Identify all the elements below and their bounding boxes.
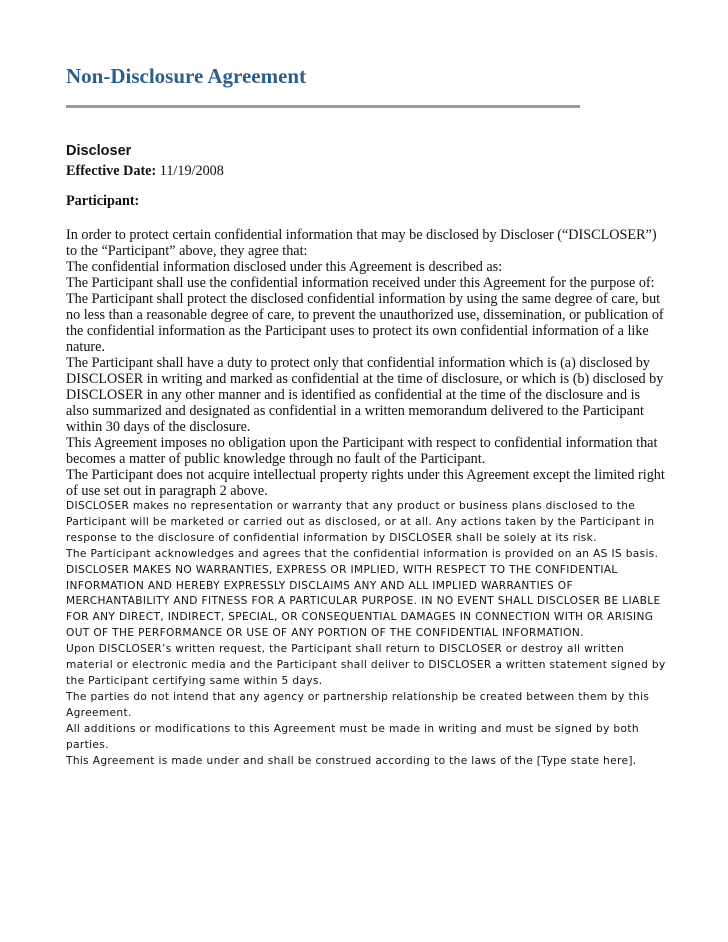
clause-paragraph: The Participant shall have a duty to protect only that confidential information which is (a) disclosed by DISCLOSER in writing and marked as confidential at the time of disclosure, or which is (b) disclosed by DISCLOSER in any other manner and is identified as confidential at the time of the disclosure and is also summarized and designated as confidential in a written memorandum delivered to the Participant within 30 days of the disclosure. — [66, 355, 664, 435]
serif-clauses — [66, 227, 666, 499]
clause-paragraph: Upon DISCLOSER’s written request, the Participant shall return to DISCLOSER or destroy all written material or electronic media and the Participant shall deliver to DISCLOSER a written statement signed by the Participant certifying same within 5 days. — [66, 643, 666, 687]
clause-paragraph: The Participant acknowledges and agrees that the confidential information is provided on an AS IS basis. — [66, 547, 659, 560]
clause-paragraph: In order to protect certain confidential information that may be disclosed by Discloser (“DISCLOSER”) to the “Participant” above, they agree that: — [66, 227, 657, 259]
clause-paragraph: The parties do not intend that any agency or partnership relationship be created between them by this Agreement. — [66, 690, 650, 719]
document-page — [66, 62, 666, 769]
effective-date-line — [66, 163, 666, 179]
clause-paragraph: The confidential information disclosed under this Agreement is described as: — [66, 259, 503, 275]
clause-paragraph: This Agreement is made under and shall be construed according to the laws of the [Type state here]. — [66, 754, 637, 767]
participant-label: Participant: — [66, 193, 140, 209]
effective-date-label: Effective Date: — [66, 163, 157, 179]
title-divider — [66, 105, 580, 108]
clause-paragraph: DISCLOSER MAKES NO WARRANTIES, EXPRESS OR IMPLIED, WITH RESPECT TO THE CONFIDENTIAL INFORMATION AND HEREBY EXPRESSLY DISCLAIMS ANY AND ALL IMPLIED WARRANTIES OF MERCHANTABILITY AND FITNESS FOR A PARTICULAR PURPOSE. IN NO EVENT SHALL DISCLOSER BE LIABLE FOR ANY DIRECT, INDIRECT, SPECIAL, OR CONSEQUENTIAL DAMAGES IN CONNECTION WITH OR ARISING OUT OF THE PERFORMANCE OR USE OF ANY PORTION OF THE CONFIDENTIAL INFORMATION. — [66, 563, 661, 640]
clause-paragraph: All additions or modifications to this Agreement must be made in writing and must be signed by both parties. — [66, 722, 639, 751]
clause-paragraph: The Participant does not acquire intellectual property rights under this Agreement except the limited right of use set out in paragraph 2 above. — [66, 467, 665, 499]
discloser-heading: Discloser — [66, 143, 132, 159]
clause-paragraph: The Participant shall use the confidential information received under this Agreement for the purpose of: — [66, 275, 655, 291]
clause-paragraph: The Participant shall protect the disclosed confidential information by using the same degree of care, but no less than a reasonable degree of care, to prevent the unauthorized use, dissemination, or publication of the confidential information as the Participant uses to protect its own confidential information of a like nature. — [66, 291, 664, 355]
effective-date-value: 11/19/2008 — [159, 163, 224, 179]
document-title: Non-Disclosure Agreement — [66, 64, 307, 88]
clause-paragraph: This Agreement imposes no obligation upon the Participant with respect to confidential information that becomes a matter of public knowledge through no fault of the Participant. — [66, 435, 658, 467]
sans-clauses — [66, 499, 666, 769]
clause-paragraph: DISCLOSER makes no representation or warranty that any product or business plans disclosed to the Participant will be marketed or carried out as disclosed, or at all. Any actions taken by the Participant in response to the disclosure of confidential information by DISCLOSER shall be solely at its risk. — [66, 500, 655, 544]
